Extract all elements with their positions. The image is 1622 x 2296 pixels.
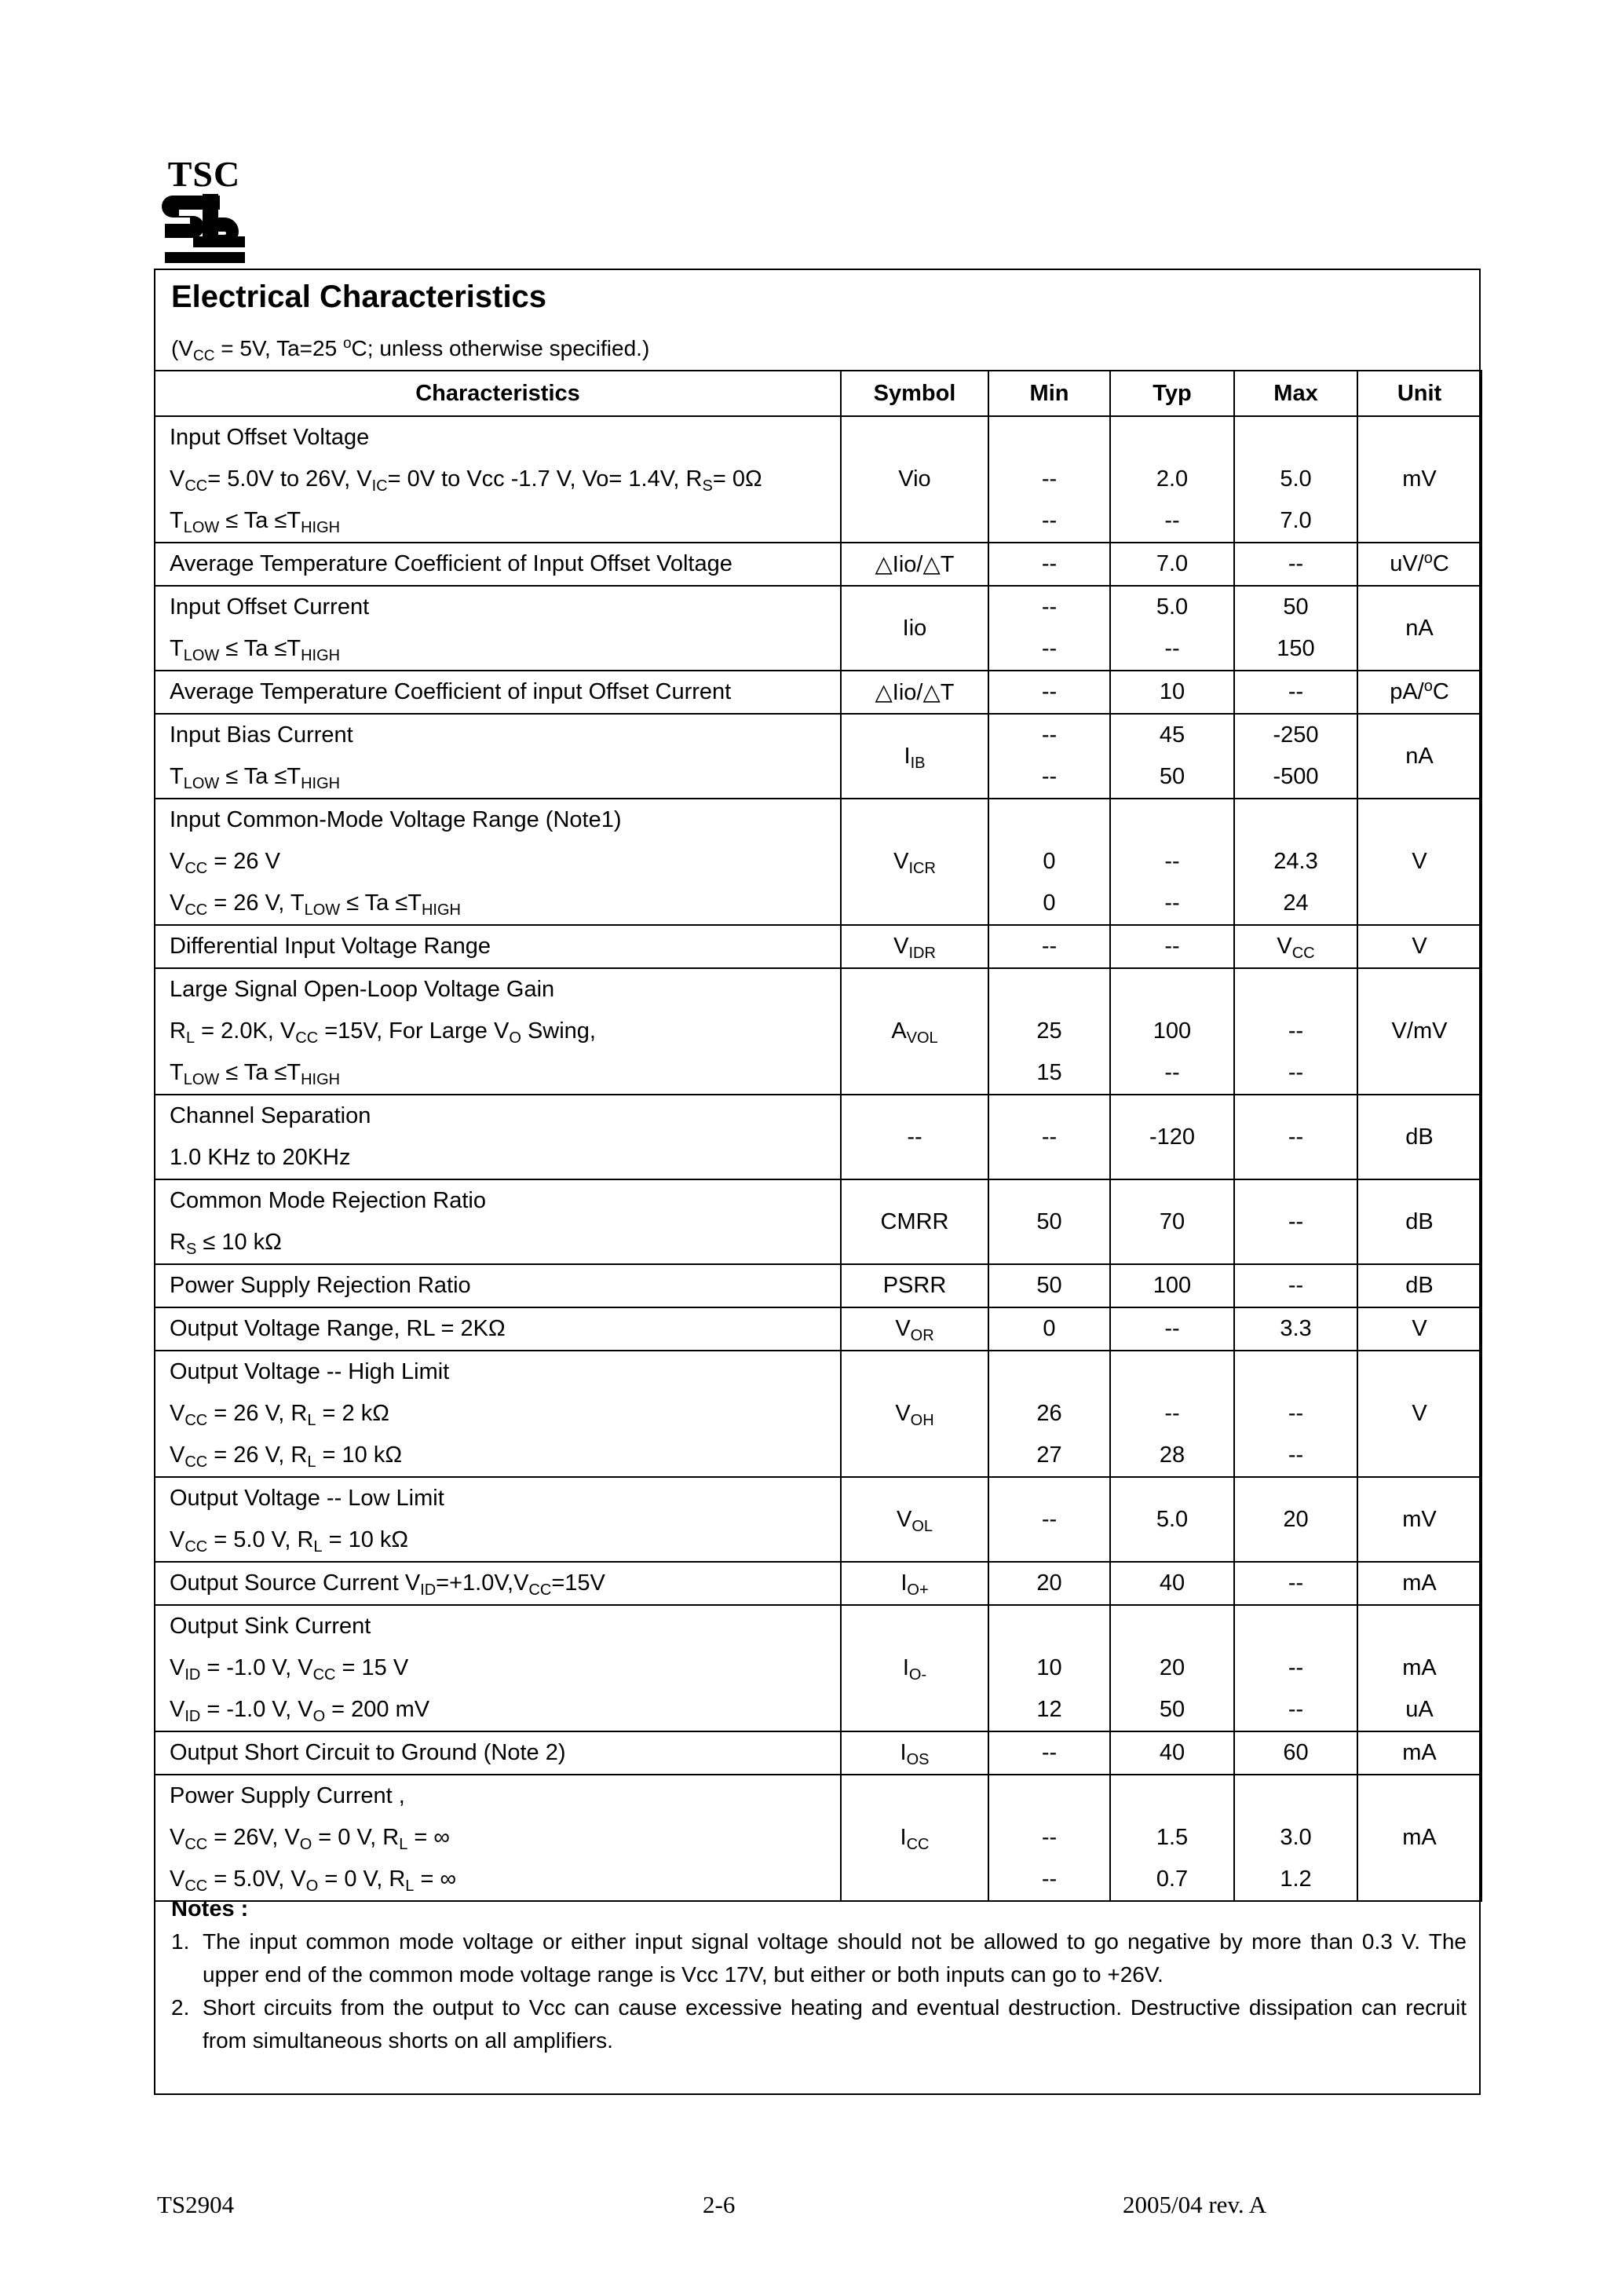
- symbol-cell: $I_{O+}$: [841, 1562, 988, 1605]
- typ-cell: 20 50: [1110, 1605, 1234, 1731]
- typ-cell: 40: [1110, 1731, 1234, 1775]
- section-title: Electrical Characteristics: [171, 280, 547, 314]
- footer-page-number: 2-6: [703, 2191, 736, 2218]
- note-1: 1. The input common mode voltage or either input signal voltage should not be allowed to go negative by more than 0.3 V. The upper end of the common mode voltage range is Vcc 17V, but either or both inputs can go to +26V.: [171, 1929, 1467, 1987]
- characteristic-cell: Large Signal Open-Loop Voltage Gain $R_L = 2.0K$, $V_{CC} =15V$, For Large $V_O$ Swing, $T_{LOW} \le Ta \le T_{HIGH}$: [155, 968, 841, 1095]
- max-cell: 60: [1234, 1731, 1357, 1775]
- typ-cell: 1.5 0.7: [1110, 1775, 1234, 1901]
- table-row: [155, 671, 1481, 714]
- max-cell: 3.3: [1234, 1307, 1357, 1351]
- table-row: [155, 1731, 1481, 1775]
- unit-cell: mA: [1357, 1775, 1481, 1901]
- symbol-cell: $V_{OH}$: [841, 1351, 988, 1477]
- logo-text: TSC: [167, 154, 241, 194]
- characteristic-cell: Input Common-Mode Voltage Range (Note1) $V_{CC} = 26$ V $V_{CC} = 26$ V, $T_{LOW} \le Ta \le T_{HIGH}$: [155, 799, 841, 925]
- table-row: [155, 1351, 1481, 1477]
- table-row: [155, 416, 1481, 543]
- table-row: [155, 1095, 1481, 1179]
- footer-revision: 2005/04 rev. A: [1123, 2191, 1267, 2218]
- typ-cell: 40: [1110, 1562, 1234, 1605]
- unit-cell: mV: [1357, 416, 1481, 543]
- min-cell: -- --: [988, 1775, 1110, 1901]
- unit-cell: uV/$^o$C: [1357, 543, 1481, 586]
- unit-cell: V: [1357, 799, 1481, 925]
- unit-cell: dB: [1357, 1179, 1481, 1264]
- table-row: [155, 1775, 1481, 1901]
- typ-cell: 5.0: [1110, 1477, 1234, 1562]
- symbol-cell: $I_{OS}$: [841, 1731, 988, 1775]
- max-cell: --: [1234, 671, 1357, 714]
- symbol-cell: $A_{VOL}$: [841, 968, 988, 1095]
- notes-section: [171, 1892, 1467, 2057]
- characteristic-cell: Average Temperature Coefficient of input Offset Current: [155, 671, 841, 714]
- note-2: 2. Short circuits from the output to Vcc can cause excessive heating and eventual destruction. Destructive dissipation can recruit from simultaneous shorts on all amplifiers.: [171, 1995, 1467, 2053]
- typ-cell: 70: [1110, 1179, 1234, 1264]
- min-cell: 25 15: [988, 968, 1110, 1095]
- min-cell: --: [988, 543, 1110, 586]
- unit-cell: mV: [1357, 1477, 1481, 1562]
- unit-cell: V: [1357, 1351, 1481, 1477]
- table-row: [155, 1179, 1481, 1264]
- characteristic-cell: Output Voltage -- High Limit $V_{CC} = 26$ V, $R_L = 2$ kΩ $V_{CC} = 26$ V, $R_L = 10$ kΩ: [155, 1351, 841, 1477]
- symbol-cell: △Iio/△T: [841, 671, 988, 714]
- table-row: [155, 586, 1481, 671]
- unit-cell: pA/$^o$C: [1357, 671, 1481, 714]
- typ-cell: 2.0 --: [1110, 416, 1234, 543]
- max-cell: --: [1234, 543, 1357, 586]
- symbol-cell: $V_{ICR}$: [841, 799, 988, 925]
- max-cell: -- --: [1234, 1605, 1357, 1731]
- table-row: [155, 968, 1481, 1095]
- unit-cell: dB: [1357, 1095, 1481, 1179]
- max-cell: -- --: [1234, 1351, 1357, 1477]
- characteristic-cell: Average Temperature Coefficient of Input Offset Voltage: [155, 543, 841, 586]
- max-cell: -- --: [1234, 968, 1357, 1095]
- spec-frame: [154, 269, 1481, 2095]
- table-row: [155, 543, 1481, 586]
- typ-cell: 100 --: [1110, 968, 1234, 1095]
- header-unit: Unit: [1357, 371, 1481, 416]
- tsc-emblem-icon: [159, 189, 250, 268]
- min-cell: 0: [988, 1307, 1110, 1351]
- unit-cell: V: [1357, 1307, 1481, 1351]
- table-row: [155, 1477, 1481, 1562]
- symbol-cell: △Iio/△T: [841, 543, 988, 586]
- typ-cell: 45 50: [1110, 714, 1234, 799]
- min-cell: -- --: [988, 714, 1110, 799]
- table-row: [155, 1605, 1481, 1731]
- characteristic-cell: Output Voltage Range, RL = 2KΩ: [155, 1307, 841, 1351]
- table-row: [155, 1562, 1481, 1605]
- symbol-cell: Iio: [841, 586, 988, 671]
- table-row: [155, 1307, 1481, 1351]
- typ-cell: -- 28: [1110, 1351, 1234, 1477]
- symbol-cell: $V_{OR}$: [841, 1307, 988, 1351]
- max-cell: 3.0 1.2: [1234, 1775, 1357, 1901]
- header-symbol: Symbol: [841, 371, 988, 416]
- typ-cell: 10: [1110, 671, 1234, 714]
- min-cell: 50: [988, 1179, 1110, 1264]
- notes-title: Notes :: [171, 1896, 249, 1921]
- header-typ: Typ: [1110, 371, 1234, 416]
- characteristic-cell: Differential Input Voltage Range: [155, 925, 841, 968]
- min-cell: 10 12: [988, 1605, 1110, 1731]
- typ-cell: 7.0: [1110, 543, 1234, 586]
- max-cell: --: [1234, 1179, 1357, 1264]
- characteristic-cell: Output Sink Current $V_{ID} = -1.0$ V, $V_{CC} = 15$ V $V_{ID} = -1.0$ V, $V_O = 200$ mV: [155, 1605, 841, 1731]
- characteristic-cell: Input Bias Current $T_{LOW} \le Ta \le T_{HIGH}$: [155, 714, 841, 799]
- symbol-cell: $V_{OL}$: [841, 1477, 988, 1562]
- symbol-cell: $V_{IDR}$: [841, 925, 988, 968]
- header-max: Max: [1234, 371, 1357, 416]
- max-cell: -250 -500: [1234, 714, 1357, 799]
- min-cell: 20: [988, 1562, 1110, 1605]
- typ-cell: -- --: [1110, 799, 1234, 925]
- header-min: Min: [988, 371, 1110, 416]
- table-row: [155, 799, 1481, 925]
- characteristic-cell: Output Voltage -- Low Limit $V_{CC} = 5.0$ V, $R_L = 10$ kΩ: [155, 1477, 841, 1562]
- characteristic-cell: Input Offset Voltage $V_{CC}= 5.0V$ to 26V, $V_{IC}= 0V$ to Vcc -1.7 V, Vo= 1.4V, $R_S= 0\Omega$ $T_{LOW} \le Ta \le T_{HIGH}$: [155, 416, 841, 543]
- max-cell: 50 150: [1234, 586, 1357, 671]
- unit-cell: V: [1357, 925, 1481, 968]
- symbol-cell: CMRR: [841, 1179, 988, 1264]
- unit-cell: dB: [1357, 1264, 1481, 1307]
- min-cell: -- --: [988, 586, 1110, 671]
- typ-cell: 100: [1110, 1264, 1234, 1307]
- table-row: [155, 714, 1481, 799]
- unit-cell: nA: [1357, 586, 1481, 671]
- max-cell: 20: [1234, 1477, 1357, 1562]
- min-cell: --: [988, 1731, 1110, 1775]
- min-cell: --: [988, 671, 1110, 714]
- max-cell: 5.0 7.0: [1234, 416, 1357, 543]
- unit-cell: mA: [1357, 1731, 1481, 1775]
- footer-part-number: TS2904: [157, 2191, 235, 2218]
- characteristic-cell: Power Supply Rejection Ratio: [155, 1264, 841, 1307]
- unit-cell: V/mV: [1357, 968, 1481, 1095]
- table-row: [155, 925, 1481, 968]
- symbol-cell: $I_{O-}$: [841, 1605, 988, 1731]
- unit-cell: nA: [1357, 714, 1481, 799]
- characteristic-cell: Channel Separation 1.0 KHz to 20KHz: [155, 1095, 841, 1179]
- test-conditions: ($V_{CC} = 5V$, Ta=25 $^o$C; unless otherwise specified.): [171, 335, 650, 364]
- unit-cell: mA uA: [1357, 1605, 1481, 1731]
- header-characteristics: Characteristics: [155, 371, 841, 416]
- characteristic-cell: Power Supply Current , $V_{CC} = 26V$, $V_O = 0$ V, $R_L$ = ∞ $V_{CC} = 5.0V$, $V_O = 0$ V, $R_L$ = ∞: [155, 1775, 841, 1901]
- characteristic-cell: Common Mode Rejection Ratio $R_S \le 10$ kΩ: [155, 1179, 841, 1264]
- unit-cell: mA: [1357, 1562, 1481, 1605]
- max-cell: --: [1234, 1264, 1357, 1307]
- max-cell: --: [1234, 1562, 1357, 1605]
- typ-cell: --: [1110, 925, 1234, 968]
- max-cell: $V_{CC}$: [1234, 925, 1357, 968]
- typ-cell: 5.0 --: [1110, 586, 1234, 671]
- min-cell: 26 27: [988, 1351, 1110, 1477]
- min-cell: 50: [988, 1264, 1110, 1307]
- min-cell: --: [988, 1095, 1110, 1179]
- symbol-cell: $I_{CC}$: [841, 1775, 988, 1901]
- symbol-cell: Vio: [841, 416, 988, 543]
- table-header-row: [155, 371, 1481, 416]
- typ-cell: -120: [1110, 1095, 1234, 1179]
- max-cell: 24.3 24: [1234, 799, 1357, 925]
- symbol-cell: --: [841, 1095, 988, 1179]
- characteristic-cell: Input Offset Current $T_{LOW} \le Ta \le T_{HIGH}$: [155, 586, 841, 671]
- electrical-characteristics-table: [154, 370, 1482, 1902]
- max-cell: --: [1234, 1095, 1357, 1179]
- symbol-cell: PSRR: [841, 1264, 988, 1307]
- symbol-cell: $I_{IB}$: [841, 714, 988, 799]
- characteristic-cell: Output Source Current $V_{ID}=+1.0V,V_{CC}=15V$: [155, 1562, 841, 1605]
- min-cell: -- --: [988, 416, 1110, 543]
- characteristic-cell: Output Short Circuit to Ground (Note 2): [155, 1731, 841, 1775]
- tsc-logo: [157, 153, 251, 271]
- min-cell: 0 0: [988, 799, 1110, 925]
- typ-cell: --: [1110, 1307, 1234, 1351]
- table-row: [155, 1264, 1481, 1307]
- min-cell: --: [988, 1477, 1110, 1562]
- min-cell: --: [988, 925, 1110, 968]
